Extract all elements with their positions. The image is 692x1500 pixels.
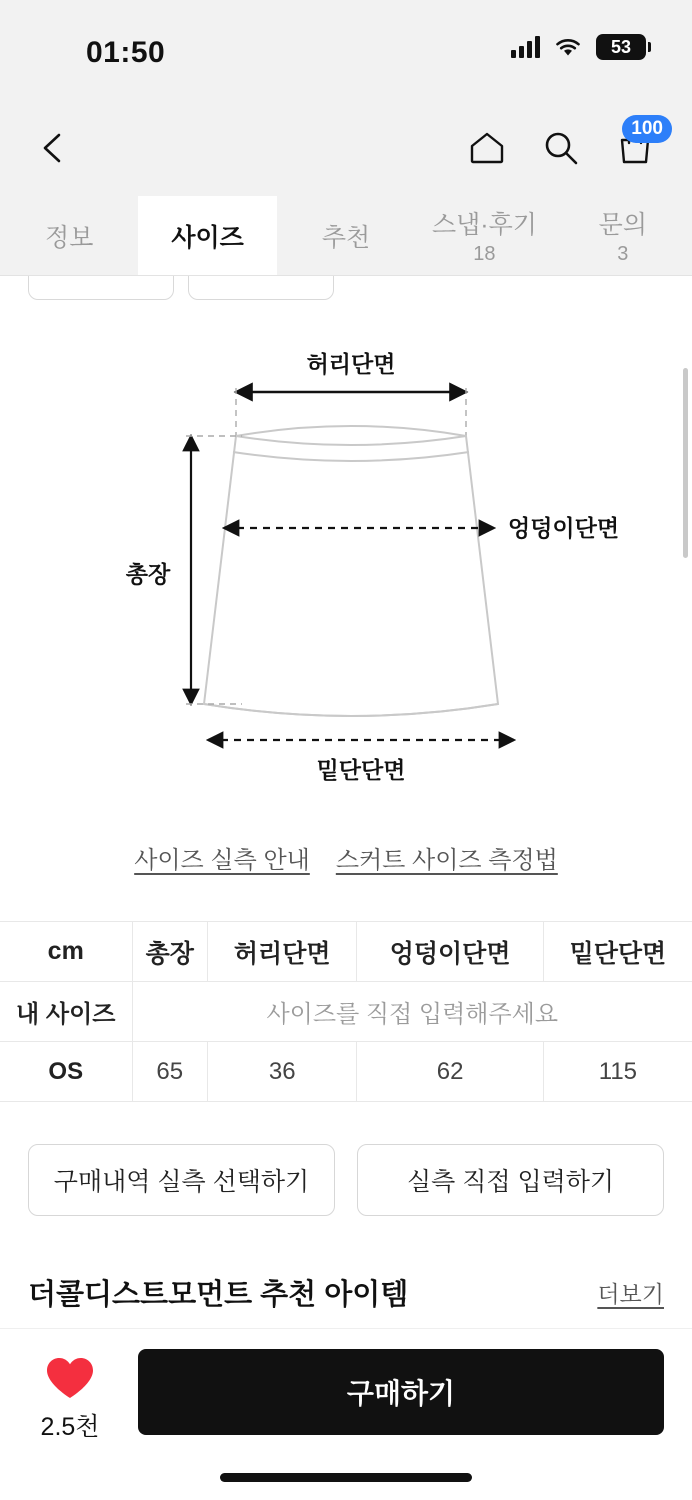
tab-count: 3 bbox=[617, 243, 629, 265]
size-measure-guide-link[interactable]: 사이즈 실측 안내 bbox=[134, 847, 310, 874]
manual-measure-input-button[interactable]: 실측 직접 입력하기 bbox=[357, 1144, 664, 1216]
size-value-length: 65 bbox=[132, 1042, 207, 1102]
size-value-waist: 36 bbox=[207, 1042, 356, 1102]
size-value-hip: 62 bbox=[357, 1042, 543, 1102]
table-header-row bbox=[0, 922, 692, 982]
table-header-hem: 밑단단면 bbox=[543, 922, 692, 982]
table-header-length: 총장 bbox=[132, 922, 207, 982]
tab-label: 정보 bbox=[45, 223, 94, 252]
skirt-measure-method-link[interactable]: 스커트 사이즈 측정법 bbox=[335, 847, 558, 874]
measure-action-row bbox=[0, 1144, 692, 1216]
svg-text:엉덩이단면: 엉덩이단면 bbox=[508, 515, 620, 541]
section-tabs bbox=[0, 196, 692, 276]
size-chip[interactable] bbox=[188, 276, 334, 300]
svg-text:허리단면: 허리단면 bbox=[306, 351, 396, 377]
size-option-label: OS bbox=[0, 1042, 132, 1102]
heart-icon bbox=[44, 1355, 96, 1401]
cart-badge: 100 bbox=[622, 115, 672, 143]
recommend-more-link[interactable]: 더보기 bbox=[597, 1281, 664, 1307]
scrollbar-thumb[interactable] bbox=[683, 368, 688, 558]
size-chip-row bbox=[0, 276, 692, 300]
shopping-bag-icon[interactable] bbox=[614, 118, 663, 169]
recommend-title: 더콜디스트모먼트 추천 아이템 bbox=[28, 1279, 409, 1311]
wifi-icon bbox=[554, 36, 582, 58]
size-section bbox=[0, 276, 692, 1428]
buy-button[interactable]: 구매하기 bbox=[138, 1349, 664, 1435]
tab-inquiry[interactable] bbox=[554, 196, 692, 275]
tab-size[interactable] bbox=[138, 196, 276, 275]
back-button[interactable] bbox=[34, 128, 74, 168]
status-indicators bbox=[511, 34, 646, 60]
select-purchase-measure-button[interactable]: 구매내역 실측 선택하기 bbox=[28, 1144, 335, 1216]
like-button[interactable] bbox=[28, 1347, 112, 1443]
table-header-waist: 허리단면 bbox=[207, 922, 356, 982]
size-guide-links bbox=[0, 840, 692, 875]
size-diagram bbox=[0, 344, 692, 814]
navigation-bar bbox=[0, 100, 692, 196]
home-icon[interactable] bbox=[466, 127, 508, 169]
size-table bbox=[0, 921, 692, 1102]
table-row bbox=[0, 1042, 692, 1102]
home-indicator[interactable] bbox=[220, 1473, 472, 1482]
tab-snap-review[interactable] bbox=[415, 196, 553, 275]
svg-text:밑단단면: 밑단단면 bbox=[316, 757, 406, 783]
size-value-hem: 115 bbox=[543, 1042, 692, 1102]
recommend-header bbox=[0, 1272, 692, 1313]
tab-label: 추천 bbox=[321, 223, 371, 252]
tab-label: 문의 bbox=[598, 211, 647, 239]
table-header-unit: cm bbox=[0, 922, 132, 982]
size-chip[interactable] bbox=[28, 276, 174, 300]
tab-label: 스냅·후기 bbox=[431, 211, 537, 239]
tab-count: 18 bbox=[473, 243, 496, 265]
battery-icon bbox=[596, 34, 646, 60]
tab-recommend[interactable] bbox=[277, 196, 415, 275]
svg-text:총장: 총장 bbox=[125, 561, 171, 587]
battery-level: 53 bbox=[610, 36, 632, 57]
status-time: 01:50 bbox=[86, 36, 166, 69]
my-size-row[interactable] bbox=[0, 982, 692, 1042]
nav-icon-group bbox=[466, 118, 663, 169]
like-count: 2.5천 bbox=[40, 1413, 100, 1441]
cellular-signal-icon bbox=[511, 36, 540, 58]
tab-info[interactable] bbox=[0, 196, 138, 275]
my-size-label: 내 사이즈 bbox=[0, 982, 132, 1042]
status-bar bbox=[0, 0, 692, 100]
tab-label: 사이즈 bbox=[171, 223, 244, 252]
search-icon[interactable] bbox=[540, 127, 582, 169]
table-header-hip: 엉덩이단면 bbox=[357, 922, 543, 982]
my-size-input[interactable]: 사이즈를 직접 입력해주세요 bbox=[132, 982, 692, 1042]
